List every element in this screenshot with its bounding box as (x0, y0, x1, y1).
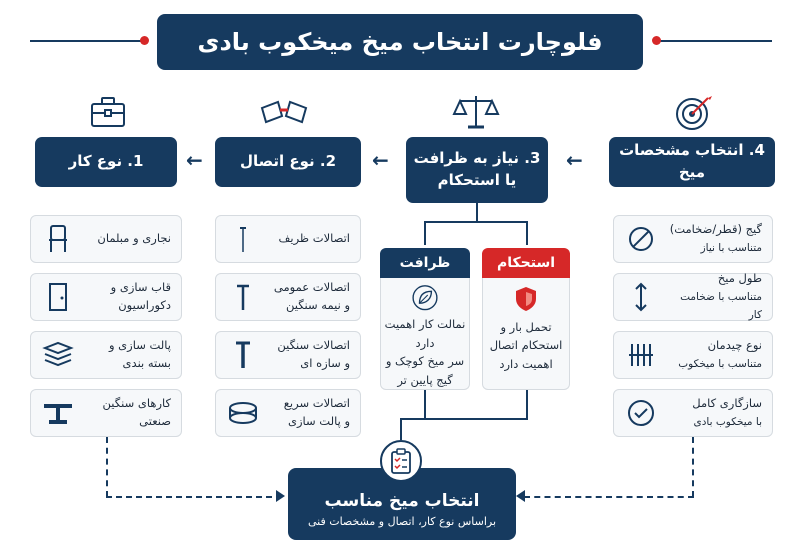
strength-line-1: تحمل بار و (500, 320, 552, 334)
strength-body (482, 278, 570, 390)
work-type-label: نجاری و مبلمان (97, 231, 171, 246)
title-right-line (660, 40, 772, 42)
leaf-icon (410, 284, 440, 311)
page-title: فلوچارت انتخاب میخ میخکوب بادی (157, 14, 643, 70)
dashed-right-across (524, 496, 694, 498)
check-circle-icon (624, 396, 658, 430)
spec-card (613, 331, 773, 379)
work-type-card (30, 273, 182, 321)
arrow-left-icon (276, 490, 285, 502)
step-3-finesse-or-strength: 3. نیاز به ظرافت یا استحکام (406, 137, 548, 203)
work-type-label: قاب سازی و دکوراسیون (110, 280, 171, 312)
work-type-card (30, 331, 182, 379)
heavy-nail-icon (226, 338, 260, 372)
strength-line-3: اهمیت دارد (499, 356, 553, 371)
spec-label: طول میخ (717, 271, 762, 286)
thin-nail-icon (226, 222, 260, 256)
connection-label-2: و پالت سازی (287, 414, 350, 428)
spec-card (613, 215, 773, 263)
finesse-header: ظرافت (380, 248, 470, 278)
connection-card (215, 273, 361, 321)
spec-sub: متناسب با میخکوب (678, 358, 762, 370)
medium-nail-icon (226, 280, 260, 314)
connection-card (215, 331, 361, 379)
work-type-card (30, 215, 182, 263)
connection-label: اتصالات سریع (283, 396, 350, 411)
pallet-stack-icon (41, 338, 75, 372)
arrow-right-icon (516, 490, 525, 502)
connection-label: اتصالات سنگین (277, 338, 350, 353)
connection-label-2: و نیمه سنگین (285, 298, 350, 312)
spec-label: نوع چیدمان (707, 338, 762, 353)
connection-card (215, 389, 361, 437)
spec-label: سازگاری کامل (692, 396, 762, 411)
step-2-connection-type: 2. نوع اتصال (215, 137, 361, 187)
work-type-label: پالت سازی و بسته بندی (108, 338, 171, 370)
dashed-right-down (692, 437, 694, 497)
final-subtitle: براساس نوع کار، اتصال و مشخصات فنی (307, 514, 497, 528)
title-right-dot (652, 36, 661, 45)
toolbox-icon (82, 92, 134, 132)
diameter-icon (624, 222, 658, 256)
arrow-left-icon: ← (566, 148, 583, 172)
spec-sub: متناسب با ضخامت کار (680, 291, 762, 321)
joint-icon (258, 94, 310, 134)
spec-sub: متناسب با نیاز (700, 242, 762, 254)
final-title: انتخاب میخ مناسب (324, 490, 480, 511)
length-icon (624, 280, 658, 314)
title-left-line (30, 40, 142, 42)
finesse-line-1: نمالت کار اهمیت دارد (384, 317, 466, 350)
spec-label: گیج (قطر/ضخامت) (669, 222, 762, 237)
clipboard-icon (389, 448, 413, 474)
finesse-line-2: سر میخ کوچک و (385, 354, 465, 369)
merge-stem (400, 418, 402, 440)
title-left-dot (140, 36, 149, 45)
branch-bar (424, 221, 528, 223)
dashed-left-across (106, 496, 282, 498)
merge-bar (424, 418, 528, 420)
branch-stem (476, 203, 478, 221)
spec-card (613, 389, 773, 437)
chair-icon (41, 222, 75, 256)
dashed-left-down (106, 437, 108, 497)
door-frame-icon (41, 280, 75, 314)
arrow-left-icon: ← (372, 148, 389, 172)
shield-icon (511, 284, 541, 314)
scale-icon (450, 92, 502, 132)
step-4-nail-specs: 4. انتخاب مشخصات میخ (609, 137, 775, 187)
connection-label: اتصالات عمومی (273, 280, 350, 295)
work-type-label: کارهای سنگین صنعتی (102, 396, 171, 428)
collation-icon (624, 338, 658, 372)
connection-label-2: و سازه ای (300, 356, 350, 370)
merge-left (424, 390, 426, 418)
connection-card (215, 215, 361, 263)
strength-header: استحکام (482, 248, 570, 278)
steel-beam-icon (41, 396, 75, 430)
branch-right (526, 221, 528, 245)
finesse-body (380, 278, 470, 390)
spec-sub: با میخکوب بادی (693, 416, 762, 428)
work-type-card (30, 389, 182, 437)
connection-label: اتصالات ظریف (278, 231, 350, 246)
merge-right (526, 390, 528, 418)
merge-join (400, 418, 426, 420)
spec-card (613, 273, 773, 321)
arrow-left-icon: ← (186, 148, 203, 172)
step-1-work-type: 1. نوع کار (35, 137, 177, 187)
finesse-line-3: گیج پایین تر (397, 372, 453, 387)
strength-line-2: استحکام اتصال (489, 338, 563, 353)
final-icon-wrap (380, 440, 422, 482)
branch-left (424, 221, 426, 245)
coil-nails-icon (226, 396, 260, 430)
target-icon (668, 92, 720, 132)
